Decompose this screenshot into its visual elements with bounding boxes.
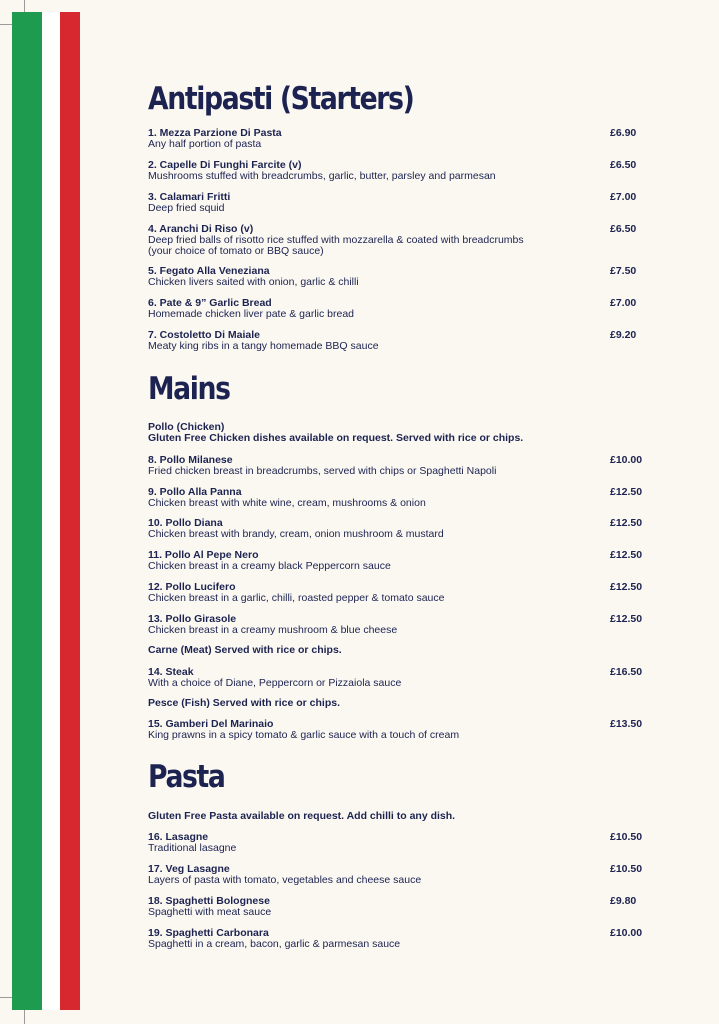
crop-mark — [0, 24, 12, 25]
item-name: 4. Aranchi Di Riso (v) — [148, 223, 254, 235]
menu-item — [148, 582, 648, 604]
mains-heading: Mains — [148, 371, 230, 407]
menu-item — [148, 128, 648, 150]
item-description: Spaghetti in a cream, bacon, garlic & parmesan sauce — [148, 938, 401, 950]
item-description: Deep fried squid — [148, 202, 225, 214]
item-description: Chicken breast in a garlic, chilli, roasted pepper & tomato sauce — [148, 592, 445, 604]
menu-item — [148, 719, 648, 741]
item-name: 15. Gamberi Del Marinaio — [148, 718, 274, 730]
pasta-heading: Pasta — [148, 759, 225, 795]
item-price: £10.50 — [610, 831, 643, 843]
item-price: £12.50 — [610, 517, 643, 529]
item-description: Traditional lasagne — [148, 842, 237, 854]
item-price: £7.00 — [610, 191, 637, 203]
item-description: Chicken breast with brandy, cream, onion mushroom & mustard — [148, 528, 444, 540]
item-price: £6.50 — [610, 223, 637, 235]
item-price: £9.80 — [610, 895, 637, 907]
item-price: £7.00 — [610, 297, 637, 309]
item-description: Meaty king ribs in a tangy homemade BBQ sauce — [148, 340, 379, 352]
item-description: Chicken breast in a creamy mushroom & blue cheese — [148, 624, 398, 636]
item-description: Homemade chicken liver pate & garlic bread — [148, 308, 355, 320]
menu-item — [148, 832, 648, 854]
item-description-line-2: (your choice of tomato or BBQ sauce) — [148, 245, 324, 257]
section-note: Gluten Free Chicken dishes available on request. Served with rice or chips. — [148, 432, 524, 444]
menu-item — [148, 487, 648, 509]
item-price: £7.50 — [610, 265, 637, 277]
item-description: Deep fried balls of risotto rice stuffed with mozzarella & coated with breadcrumbs — [148, 234, 524, 246]
item-price: £6.90 — [610, 127, 637, 139]
section-note: Pesce (Fish) Served with rice or chips. — [148, 697, 340, 709]
crop-mark — [24, 0, 25, 12]
item-name: 1. Mezza Parzione Di Pasta — [148, 127, 282, 139]
section-subheading: Pollo (Chicken) — [148, 421, 225, 433]
menu-item — [148, 266, 648, 288]
item-name: 16. Lasagne — [148, 831, 209, 843]
menu-item — [148, 518, 648, 540]
item-description: Chicken livers saited with onion, garlic & chilli — [148, 276, 359, 288]
item-name: 11. Pollo Al Pepe Nero — [148, 549, 259, 561]
crop-mark — [0, 997, 12, 998]
item-name: 18. Spaghetti Bolognese — [148, 895, 270, 907]
menu-item — [148, 455, 648, 477]
item-price: £6.50 — [610, 159, 637, 171]
menu-item — [148, 160, 648, 182]
flag-stripe-red — [60, 12, 80, 1010]
item-name: 12. Pollo Lucifero — [148, 581, 236, 593]
flag-stripe-green — [12, 12, 42, 1010]
item-name: 5. Fegato Alla Veneziana — [148, 265, 270, 277]
item-price: £12.50 — [610, 486, 643, 498]
item-description: Any half portion of pasta — [148, 138, 262, 150]
item-name: 13. Pollo Girasole — [148, 613, 237, 625]
menu-item — [148, 298, 648, 320]
item-name: 7. Costoletto Di Maiale — [148, 329, 261, 341]
item-description: Chicken breast in a creamy black Peppercorn sauce — [148, 560, 391, 572]
item-name: 2. Capelle Di Funghi Farcite (v) — [148, 159, 302, 171]
item-name: 8. Pollo Milanese — [148, 454, 233, 466]
item-description: Layers of pasta with tomato, vegetables and cheese sauce — [148, 874, 422, 886]
menu-item — [148, 614, 648, 636]
item-name: 17. Veg Lasagne — [148, 863, 230, 875]
section-note: Gluten Free Pasta available on request. Add chilli to any dish. — [148, 810, 456, 822]
flag-stripe-white — [42, 12, 60, 1010]
item-description: With a choice of Diane, Peppercorn or Pizzaiola sauce — [148, 677, 402, 689]
menu-item — [148, 224, 648, 257]
item-description: King prawns in a spicy tomato & garlic sauce with a touch of cream — [148, 729, 460, 741]
item-description: Spaghetti with meat sauce — [148, 906, 272, 918]
menu-item — [148, 550, 648, 572]
item-price: £12.50 — [610, 549, 643, 561]
item-description: Chicken breast with white wine, cream, mushrooms & onion — [148, 497, 426, 509]
menu-item — [148, 330, 648, 352]
menu-item — [148, 864, 648, 886]
item-name: 14. Steak — [148, 666, 194, 678]
section-note: Carne (Meat) Served with rice or chips. — [148, 644, 342, 656]
item-price: £10.50 — [610, 863, 643, 875]
item-price: £10.00 — [610, 927, 643, 939]
item-price: £16.50 — [610, 666, 643, 678]
item-price: £10.00 — [610, 454, 643, 466]
item-price: £13.50 — [610, 718, 643, 730]
item-name: 6. Pate & 9” Garlic Bread — [148, 297, 272, 309]
item-price: £9.20 — [610, 329, 637, 341]
item-name: 10. Pollo Diana — [148, 517, 223, 529]
crop-mark — [24, 1010, 25, 1024]
item-name: 19. Spaghetti Carbonara — [148, 927, 269, 939]
item-price: £12.50 — [610, 613, 643, 625]
menu-item — [148, 896, 648, 918]
item-description: Fried chicken breast in breadcrumbs, served with chips or Spaghetti Napoli — [148, 465, 497, 477]
item-name: 3. Calamari Fritti — [148, 191, 231, 203]
antipasti-heading: Antipasti (Starters) — [148, 81, 414, 117]
item-name: 9. Pollo Alla Panna — [148, 486, 242, 498]
menu-item — [148, 192, 648, 214]
menu-item — [148, 667, 648, 689]
item-description: Mushrooms stuffed with breadcrumbs, garlic, butter, parsley and parmesan — [148, 170, 496, 182]
item-price: £12.50 — [610, 581, 643, 593]
menu-item — [148, 928, 648, 950]
